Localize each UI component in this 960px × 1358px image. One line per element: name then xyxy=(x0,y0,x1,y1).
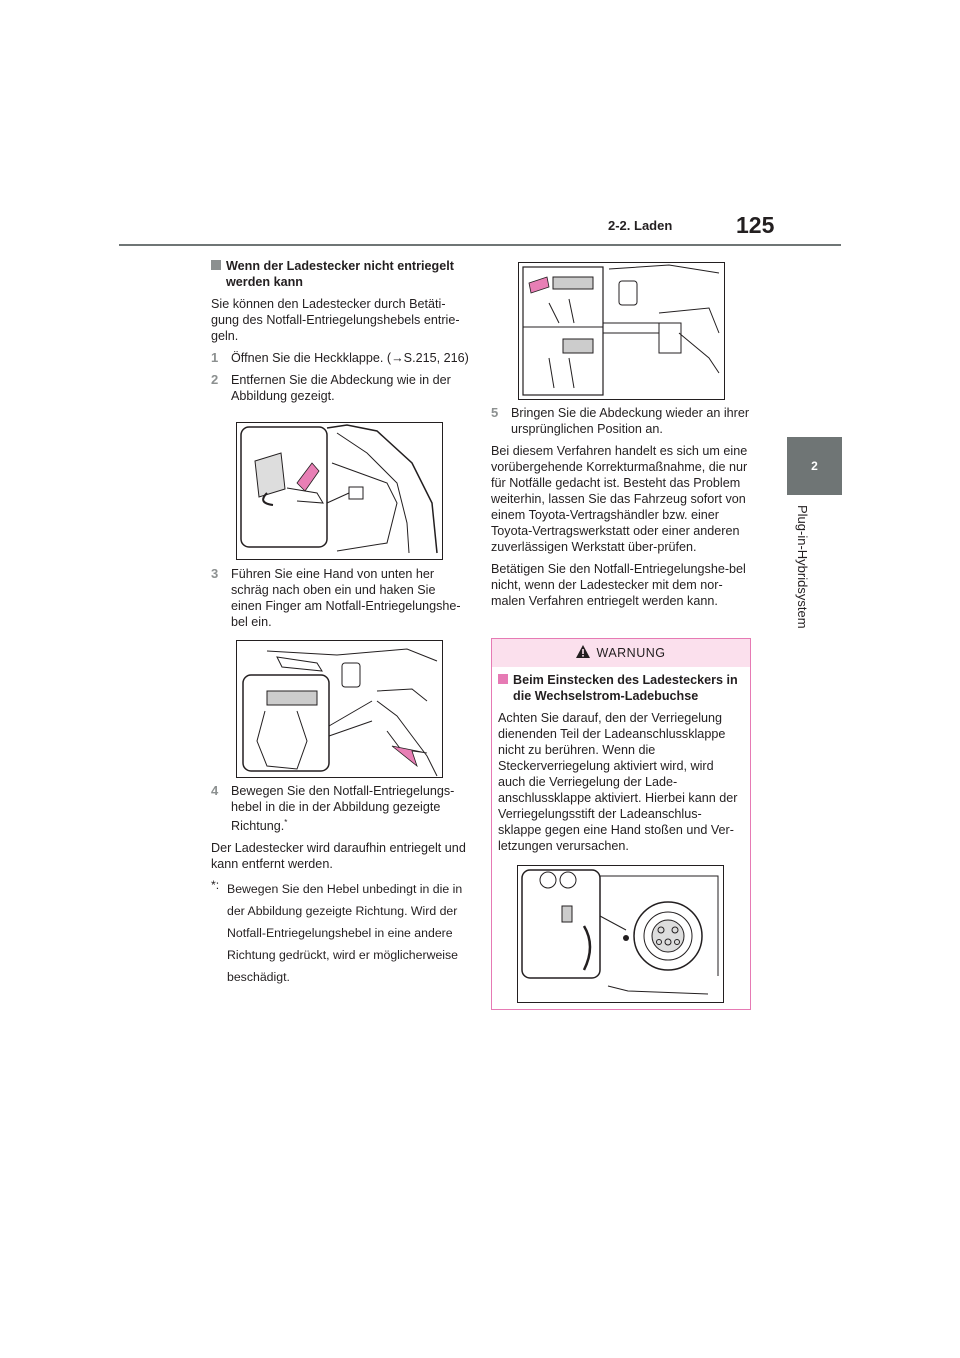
step-text: Bringen Sie die Abdeckung wieder an ihrer ursprünglichen Position an. xyxy=(511,406,750,436)
left-column-step3 xyxy=(211,566,469,636)
warning-header xyxy=(492,639,750,667)
warning-body: Achten Sie darauf, den der Verriegelung dienenden Teil der Ladeanschlussklappe nicht zu berühren. Wenn die Steckerverriegelung aktiviert wird, wird auch die Verriegelung der Lade-anschlussklappe aktiviert. Hierbei kann der Verriegelungsstift der Ladeanschlus-sklappe gegen eine Hand stoßen und Ver-letzungen verursachen. xyxy=(498,711,738,853)
warning-content xyxy=(498,672,743,860)
left-column-step4 xyxy=(211,783,469,988)
warning-heading: Beim Einstecken des Ladesteckers in die Wechselstrom-Ladebuchse xyxy=(498,672,743,704)
chapter-tab: 2 xyxy=(787,437,842,495)
footnote xyxy=(211,878,469,988)
page-number: 125 xyxy=(736,212,775,238)
illustration-hand-lever xyxy=(237,641,442,777)
right-column xyxy=(491,405,751,615)
step-number: 2 xyxy=(211,372,219,387)
step-number: 3 xyxy=(211,566,219,581)
paragraph-temporary-measure: Bei diesem Verfahren handelt es sich um eine vorübergehende Korrekturmaßnahme, die nur für Notfälle gedacht ist. Besteht das Problem weiterhin, lassen Sie das Fahrzeug sofort von einem Toyota-Vertragshändler bzw. einer Toyota-Vertragswerkstatt oder einer anderen zuverlässigen Werkstatt über-prüfen. xyxy=(491,444,748,554)
figure-charging-port xyxy=(517,865,724,1003)
step-1 xyxy=(211,350,469,366)
step-number: 1 xyxy=(211,350,219,365)
figure-insert-hand xyxy=(236,640,443,778)
illustration-tailgate-cover xyxy=(237,423,442,559)
header-rule xyxy=(119,244,841,246)
step-number: 4 xyxy=(211,783,219,798)
intro-text: Sie können den Ladestecker durch Betäti-gung des Notfall-Entriegelungshebels entrie-geln. xyxy=(211,297,460,343)
bullet-square-icon xyxy=(498,674,508,684)
result-text: Der Ladestecker wird daraufhin entriegelt und kann entfernt werden. xyxy=(211,841,466,872)
step-number: 5 xyxy=(491,405,499,420)
step-5 xyxy=(491,405,751,437)
section-heading: Wenn der Ladestecker nicht entriegelt werden kann xyxy=(211,258,469,290)
illustration-charging-socket xyxy=(518,866,723,1002)
step-4 xyxy=(211,783,469,834)
illustration-cover-reinstall xyxy=(519,263,724,399)
step-text: Öffnen Sie die Heckklappe. (→S.215, 216) xyxy=(231,351,469,365)
step-2 xyxy=(211,372,469,404)
figure-reattach-cover xyxy=(518,262,725,400)
warning-triangle-icon xyxy=(576,645,590,658)
footnote-mark: *: xyxy=(211,878,220,893)
left-column xyxy=(211,258,469,410)
bullet-square-icon xyxy=(211,260,221,270)
step-3 xyxy=(211,566,469,630)
footnote-text: Bewegen Sie den Hebel unbedingt in die in der Abbildung gezeigte Richtung. Wird der Notfall-Entriegelungshebel in eine andere Richtung gedrückt, wird er möglicherweise beschädigt. xyxy=(227,882,463,985)
step-text: Entfernen Sie die Abdeckung wie in der Abbildung gezeigt. xyxy=(231,373,451,403)
step-text: Führen Sie eine Hand von unten her schräg nach oben ein und haken Sie einen Finger am Notfall-Entriegelungshe-bel ein. xyxy=(231,567,461,629)
figure-remove-cover xyxy=(236,422,443,560)
warning-title: WARNUNG xyxy=(596,646,666,660)
step-text: Bewegen Sie den Notfall-Entriegelungs-hebel in die in der Abbildung gezeigte Richtung. xyxy=(231,784,455,834)
chapter-title: Plug-in-Hybridsystem xyxy=(795,505,810,629)
section-title: 2-2. Laden xyxy=(608,218,673,233)
footnote-marker: * xyxy=(284,818,288,827)
paragraph-normal-procedure: Betätigen Sie den Notfall-Entriegelungshe-bel nicht, wenn der Ladestecker mit dem nor-malen Verfahren entriegelt werden kann. xyxy=(491,562,746,608)
